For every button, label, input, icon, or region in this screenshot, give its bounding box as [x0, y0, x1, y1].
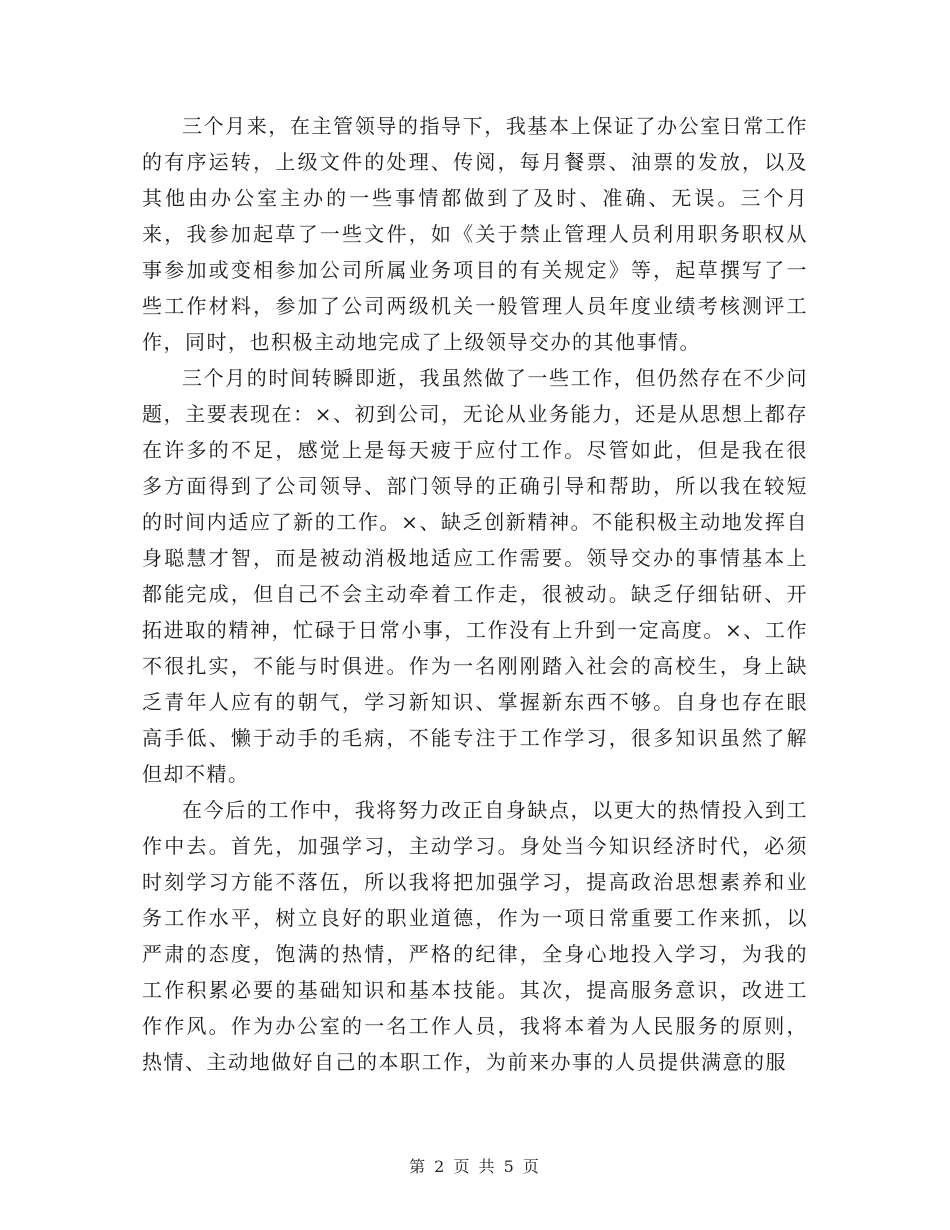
page-footer: [0, 1154, 950, 1177]
page-label-mid: 页 共: [453, 1157, 497, 1176]
total-pages-number: 5: [503, 1157, 516, 1176]
page-label-prefix: 第: [409, 1157, 428, 1176]
paragraph-work-summary: 三个月来，在主管领导的指导下，我基本上保证了办公室日常工作的有序运转，上级文件的处理、传阅，每月餐票、油票的发放，以及其他由办公室主办的一些事情都做到了及时、准确、无误。三个月来，我参加起草了一些文件，如《关于禁止管理人员利用职务职权从事参加或变相参加公司所属业务项目的有关规定》等，起草撰写了一些工作材料，参加了公司两级机关一般管理人员年度业绩考核测评工作，同时，也积极主动地完成了上级领导交办的其他事情。: [142, 114, 808, 354]
document-body: [142, 108, 808, 1080]
current-page-number: 2: [434, 1157, 447, 1176]
paragraph-future-plans: 在今后的工作中，我将努力改正自身缺点，以更大的热情投入到工作中去。首先，加强学习，主动学习。身处当今知识经济时代，必须时刻学习方能不落伍，所以我将把加强学习，提高政治思想素养和业务工作水平，树立良好的职业道德，作为一项日常重要工作来抓，以严肃的态度，饱满的热情，严格的纪律，全身心地投入学习，为我的工作积累必要的基础知识和基本技能。其次，提高服务意识，改进工作作风。作为办公室的一名工作人员，我将本着为人民服务的原则，热情、主动地做好自己的本职工作，为前来办事的人员提供满意的服: [142, 798, 808, 1074]
page-label-suffix: 页: [522, 1157, 541, 1176]
paragraph-problems: 三个月的时间转瞬即逝，我虽然做了一些工作，但仍然存在不少问题，主要表现在：×、初到公司，无论从业务能力，还是从思想上都存在许多的不足，感觉上是每天疲于应付工作。尽管如此，但是我在很多方面得到了公司领导、部门领导的正确引导和帮助，所以我在较短的时间内适应了新的工作。×、缺乏创新精神。不能积极主动地发挥自身聪慧才智，而是被动消极地适应工作需要。领导交办的事情基本上都能完成，但自己不会主动牵着工作走，很被动。缺乏仔细钻研、开拓进取的精神，忙碌于日常小事，工作没有上升到一定高度。×、工作不很扎实，不能与时俱进。作为一名刚刚踏入社会的高校生，身上缺乏青年人应有的朝气，学习新知识、掌握新东西不够。自身也存在眼高手低、懒于动手的毛病，不能专注于工作学习，很多知识虽然了解但却不精。: [142, 366, 808, 786]
